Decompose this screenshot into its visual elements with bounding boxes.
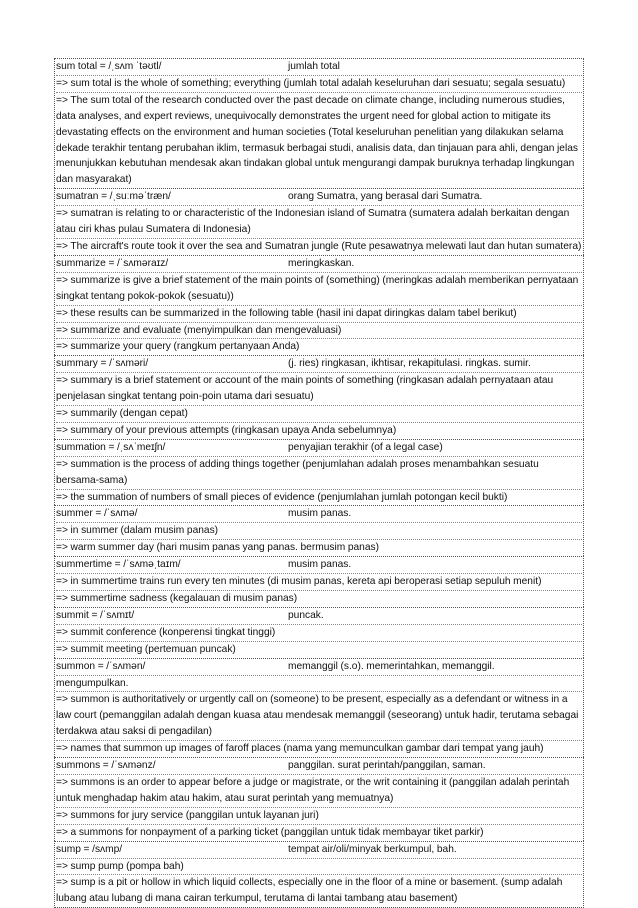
entry-translation: tempat air/oli/minyak berkumpul, bah. (288, 843, 457, 855)
entry-headword: summertime = /ˈsʌməˌtaɪm/ (56, 559, 181, 571)
dictionary-entry (54, 355, 584, 439)
entry-headword-line (56, 842, 582, 859)
entry-example-line: => sum total is the whole of something; everything (jumlah total adalah keseluruhan dari sesuatu; segala sesuatu) (56, 76, 582, 93)
entry-example-line: => summary of your previous attempts (ringkasan upaya Anda sebelumnya) (56, 424, 397, 436)
entry-headword: summons = /ˈsʌmənz/ (56, 760, 156, 772)
entry-headword: sum total = /ˌsʌm ˈtəʊtl/ (56, 61, 162, 72)
entry-example-line: => summarize is give a brief statement of the main points of (something) (meringkas adalah memberikan pernyataan singkat tentang pokok-pokok (sesuatu)) (56, 273, 582, 306)
entry-headword: summation = /ˌsʌˈmeɪʃn/ (56, 441, 166, 453)
entry-headword-line (56, 557, 582, 574)
entry-example-line: => sump is a pit or hollow in which liquid collects, especially one in the floor of a mine or basement. (sump adalah lubang atau lubang di mana cairan terkumpul, terutama di lantai tambang atau basement) (56, 877, 563, 905)
entry-example-line: => summertime sadness (kegalauan di musim panas) (56, 593, 298, 604)
entry-example-line: => summit meeting (pertemuan puncak) (56, 643, 236, 655)
dictionary-entry (54, 841, 584, 908)
entry-headword-line (56, 189, 582, 206)
entry-translation: musim panas. (288, 508, 352, 520)
entry-headword: sump = /sʌmp/ (56, 843, 123, 855)
entry-translation: panggilan. surat perintah/panggilan, saman. (288, 760, 486, 772)
entry-translation: (j. ries) ringkasan, ikhtisar, rekapitulasi. ringkas. sumir. (288, 358, 531, 370)
entry-translation-continued: mengumpulkan. (56, 676, 582, 693)
entry-example-line: => these results can be summarized in the following table (hasil ini dapat diringkas dalam tabel berikut) (56, 306, 582, 323)
dictionary-entry (54, 58, 584, 188)
entry-translation: memanggil (s.o). memerintahkan, memanggil. (288, 660, 495, 672)
entry-translation: meringkaskan. (288, 257, 355, 269)
entry-headword-line (56, 59, 582, 76)
dictionary-entry (54, 556, 584, 607)
dictionary-entry (54, 255, 584, 355)
entry-example-line: => warm summer day (hari musim panas yang panas. bermusim panas) (56, 542, 380, 554)
entry-headword-line (56, 440, 582, 457)
dictionary-entry (54, 188, 584, 255)
entry-headword: sumatran = /ˌsuːməˈtræn/ (56, 191, 171, 203)
entry-example-line: => summarize and evaluate (menyimpulkan dan mengevaluasi) (56, 323, 582, 340)
entry-headword-line (56, 608, 582, 625)
entry-example-line: => summons for jury service (panggilan untuk layanan juri) (56, 808, 582, 825)
entry-headword: summon = /ˈsʌmən/ (56, 660, 146, 672)
entry-example-line: => names that summon up images of faroff places (nama yang memunculkan gambar dari tempat yang jauh) (56, 743, 544, 755)
entry-headword-line (56, 659, 582, 676)
entry-headword-line (56, 256, 582, 273)
entry-headword: summit = /ˈsʌmɪt/ (56, 609, 135, 621)
entry-translation: jumlah total (288, 61, 340, 72)
entry-translation: musim panas. (288, 559, 352, 571)
dictionary-entry (54, 658, 584, 757)
dictionary-entry (54, 505, 584, 556)
entry-headword: summarize = /ˈsʌməraɪz/ (56, 257, 169, 269)
entry-example-line: => sump pump (pompa bah) (56, 859, 582, 876)
entry-headword-line (56, 758, 582, 775)
dictionary-document (54, 58, 584, 908)
entry-example-line: => summary is a brief statement or account of the main points of something (ringkasan adalah pernyataan atau penjelasan singkat tentang poin-poin utama dari sesuatu) (56, 373, 582, 406)
entry-example-line: => in summer (dalam musim panas) (56, 523, 582, 540)
entry-headword-line (56, 506, 582, 523)
entry-example-line: => The aircraft's route took it over the sea and Sumatran jungle (Rute pesawatnya melewati laut dan hutan sumatera) (56, 240, 582, 252)
entry-example-line: => the summation of numbers of small pieces of evidence (penjumlahan jumlah potongan kecil bukti) (56, 491, 508, 503)
entry-translation: orang Sumatra, yang berasal dari Sumatra. (288, 191, 483, 203)
entry-translation: puncak. (288, 609, 324, 621)
entry-example-line: => summation is the process of adding things together (penjumlahan adalah proses menambahkan sesuatu bersama-sama) (56, 457, 582, 490)
entry-example-line: => sumatran is relating to or characteristic of the Indonesian island of Sumatra (sumatera adalah berkaitan dengan atau ciri khas pulau Sumatera di Indonesia) (56, 206, 582, 239)
entry-example-line: => summons is an order to appear before a judge or magistrate, or the writ containing it (panggilan adalah perintah untuk menghadap hakim atau hakim, atau surat perintah yang memuatnya) (56, 775, 582, 808)
entry-example-line: => summarize your query (rangkum pertanyaan Anda) (56, 341, 300, 353)
dictionary-entry (54, 439, 584, 506)
entry-headword: summary = /ˈsʌməri/ (56, 358, 149, 370)
entry-example-line: => The sum total of the research conducted over the past decade on climate change, including numerous studies, data analyses, and expert reviews, unequivocally demonstrates the urgent need for global action to mitigate its devastating effects on the environment and human societies (Total keseluruhan penelitian yang dilakukan selama dekade terakhir tentang perubahan iklim, termasuk berbagai studi, analisis data, dan tinjauan para ahli, dengan jelas menunjukkan kebutuhan mendesak akan tindakan global untuk mengurangi dampak buruknya terhadap lingkungan dan masyarakat) (56, 94, 578, 186)
entry-translation: penyajian terakhir (of a legal case) (288, 441, 443, 453)
entry-example-line: => summon is authoritatively or urgently call on (someone) to be present, especially as a defendant or witness in a law court (pemanggilan adalah dengan kuasa atau mendesak memanggil (seseorang) untuk hadir, terutama sebagai terdakwa atau saksi di pengadilan) (56, 692, 582, 741)
entry-headword-line (56, 356, 582, 373)
entry-example-line: => summit conference (konperensi tingkat tinggi) (56, 625, 582, 642)
entry-example-line: => summarily (dengan cepat) (56, 406, 582, 423)
dictionary-entry (54, 607, 584, 658)
dictionary-entry (54, 757, 584, 841)
entry-headword: summer = /ˈsʌmə/ (56, 508, 138, 520)
entry-example-line: => in summertime trains run every ten minutes (di musim panas, kereta api beroperasi setiap sepuluh menit) (56, 574, 582, 591)
entry-example-line: => a summons for nonpayment of a parking ticket (panggilan untuk tidak membayar tiket parkir) (56, 826, 484, 838)
